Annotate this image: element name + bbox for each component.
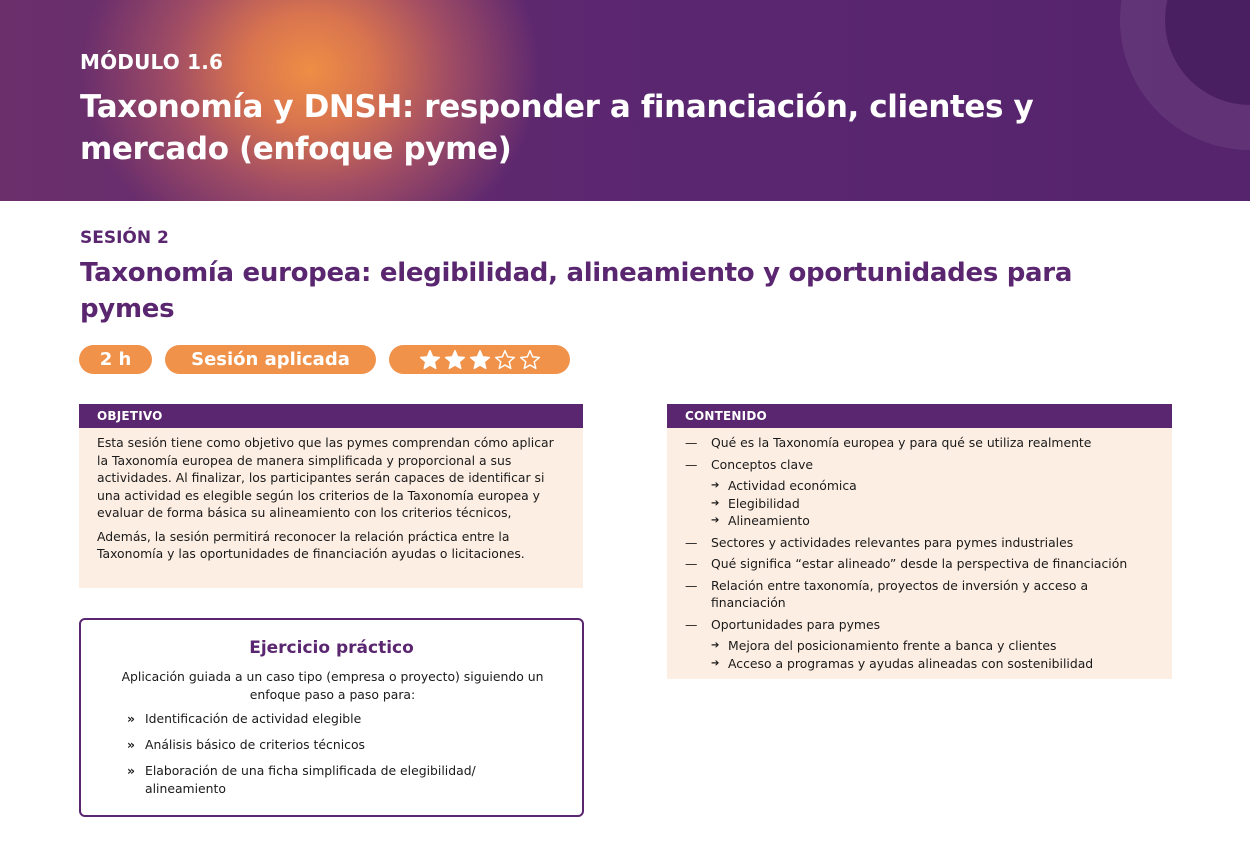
arrow-right-icon: ➔ <box>711 515 720 526</box>
module-banner <box>0 0 1250 201</box>
star-filled-icon <box>419 349 441 371</box>
exercise-step <box>127 762 547 798</box>
objetivo-paragraph: Además, la sesión permitirá reconocer la relación práctica entre la Taxonomía y las oportunidades de financiación ayudas o licitaciones. <box>97 528 525 561</box>
module-title: Taxonomía y DNSH: responder a financiación, clientes y mercado (enfoque pyme) <box>80 89 1034 167</box>
session-label: SESIÓN 2 <box>80 228 169 248</box>
objetivo-heading: OBJETIVO <box>79 404 583 428</box>
double-chevron-icon: » <box>127 711 136 726</box>
exercise-step-text: Elaboración de una ficha simplificada de elegibilidad/ alineamiento <box>145 763 476 796</box>
arrow-right-icon: ➔ <box>711 640 720 651</box>
dash-bullet-icon: — <box>685 534 698 550</box>
dash-bullet-icon: — <box>685 556 698 571</box>
star-outline-icon <box>494 349 516 371</box>
contenido-item-text: Qué es la Taxonomía europea y para qué se utiliza realmente <box>711 435 1092 450</box>
arrow-right-icon: ➔ <box>711 657 720 669</box>
exercise-step <box>127 710 547 728</box>
contenido-item <box>685 456 1162 474</box>
double-chevron-icon: » <box>127 763 136 778</box>
star-filled-icon <box>469 349 491 371</box>
contenido-item-text: Relación entre taxonomía, proyectos de inversión y acceso a financiación <box>711 577 1089 610</box>
contenido-subitem <box>685 655 1162 673</box>
session-title: Taxonomía europea: elegibilidad, alineamiento y oportunidades para pymes <box>80 258 1073 324</box>
dash-bullet-icon: — <box>685 577 698 593</box>
exercise-step <box>127 736 547 754</box>
difficulty-rating <box>389 345 570 374</box>
objetivo-paragraph: Esta sesión tiene como objetivo que las pymes comprendan cómo aplicar la Taxonomía europea de manera simplificada y proporcional a sus actividades. Al finalizar, los participantes serán capaces de identificar si una actividad es elegible según los criterios de la Taxonomía europea y evaluar de forma básica su alineamiento con los criterios técnicos, <box>97 435 554 520</box>
contenido-sublist <box>685 477 1162 530</box>
exercise-title: Ejercicio práctico <box>249 638 414 658</box>
contenido-subitem <box>685 637 1162 655</box>
contenido-sublist <box>685 637 1162 672</box>
contenido-subitem <box>685 512 1162 530</box>
contenido-heading: CONTENIDO <box>667 404 1172 428</box>
duration-badge: 2 h <box>79 345 152 374</box>
contenido-subitem-text: Mejora del posicionamiento frente a banca y clientes <box>728 638 1057 653</box>
star-outline-icon <box>519 349 541 371</box>
session-type-badge: Sesión aplicada <box>165 345 376 374</box>
dash-bullet-icon: — <box>685 435 698 450</box>
exercise-description: Aplicación guiada a un caso tipo (empresa o proyecto) siguiendo un enfoque paso a paso para: <box>121 669 544 702</box>
contenido-item-text: Sectores y actividades relevantes para pymes industriales <box>711 534 1074 550</box>
exercise-box <box>79 618 584 817</box>
contenido-item-text: Conceptos clave <box>711 456 814 472</box>
exercise-steps <box>127 710 547 806</box>
contenido-item <box>685 577 1162 612</box>
dash-bullet-icon: — <box>685 616 698 632</box>
exercise-step-text: Análisis básico de criterios técnicos <box>145 737 365 752</box>
contenido-subitem-text: Acceso a programas y ayudas alineadas con sostenibilidad <box>728 655 1094 671</box>
contenido-item <box>685 616 1162 634</box>
star-filled-icon <box>444 349 466 371</box>
module-label: MÓDULO 1.6 <box>80 50 224 74</box>
contenido-list <box>667 428 1172 679</box>
contenido-subitem <box>685 477 1162 495</box>
contenido-subitem <box>685 495 1162 513</box>
double-chevron-icon: » <box>127 737 136 752</box>
arrow-right-icon: ➔ <box>711 480 720 491</box>
contenido-subitem-text: Elegibilidad <box>728 495 800 511</box>
contenido-item-text: Oportunidades para pymes <box>711 616 881 632</box>
contenido-subitem-text: Actividad económica <box>728 478 857 493</box>
contenido-subitem-text: Alineamiento <box>728 513 810 528</box>
contenido-item <box>685 434 1162 452</box>
contenido-item-text: Qué significa “estar alineado” desde la perspectiva de financiación <box>711 556 1128 571</box>
arrow-right-icon: ➔ <box>711 497 720 509</box>
exercise-step-text: Identificación de actividad elegible <box>145 711 362 726</box>
contenido-item <box>685 534 1162 552</box>
dash-bullet-icon: — <box>685 456 698 472</box>
contenido-item <box>685 555 1162 573</box>
objetivo-body <box>79 428 583 588</box>
